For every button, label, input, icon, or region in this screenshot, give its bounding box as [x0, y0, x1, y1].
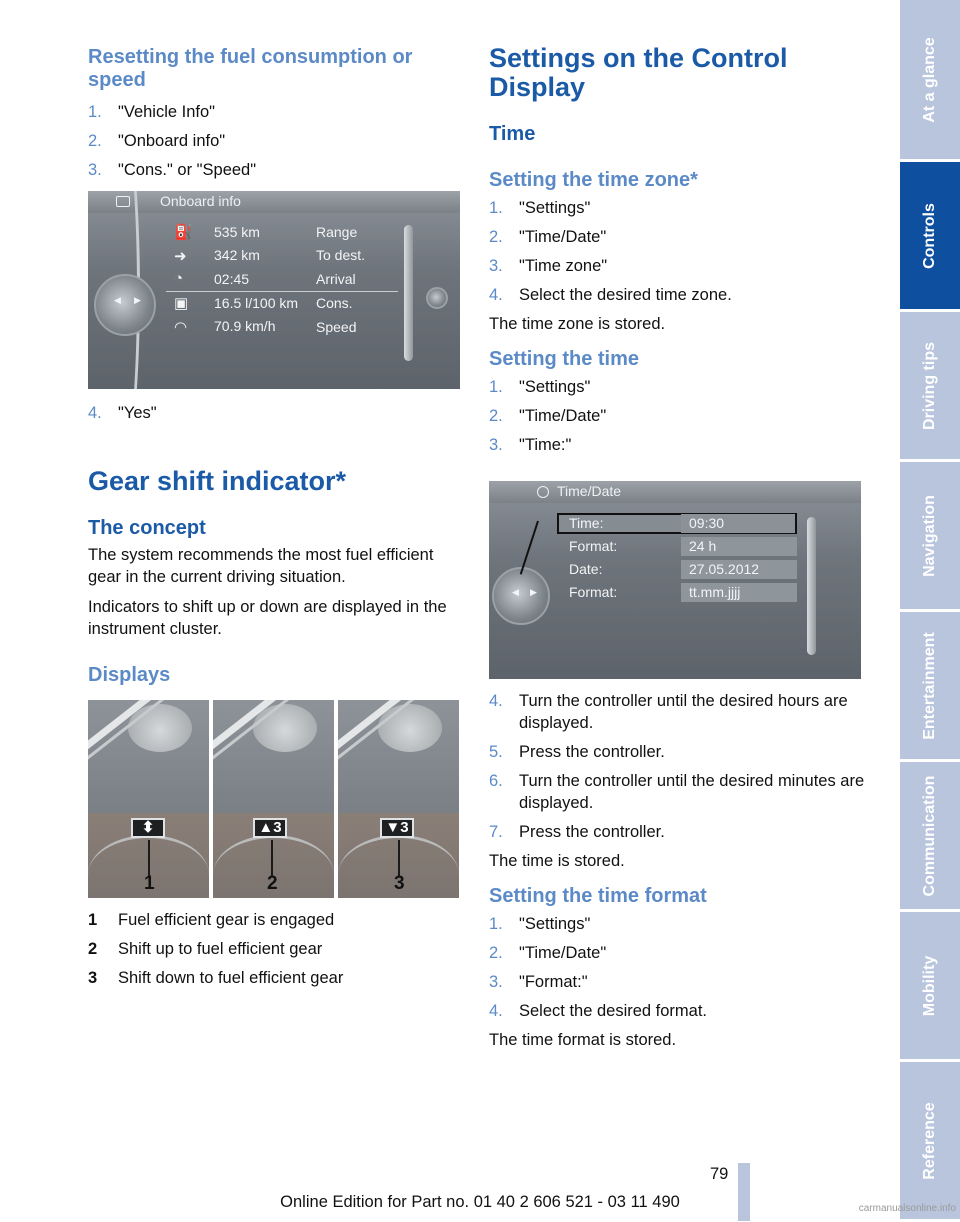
date-format-value: tt.mm.jjjj	[681, 583, 797, 602]
step-text: "Settings"	[519, 199, 591, 217]
step-number: 1.	[489, 199, 503, 217]
onboard-info-screen	[88, 191, 460, 389]
time-zone-steps	[489, 197, 865, 306]
step-text: Press the controller.	[519, 743, 665, 761]
list-item	[88, 909, 460, 931]
consumption-value: 16.5 l/100 km	[214, 295, 299, 311]
list-item	[489, 226, 865, 248]
legend-text: Fuel efficient gear is engaged	[118, 911, 335, 929]
gauge-hub	[378, 704, 442, 752]
time-stored: The time is stored.	[489, 852, 625, 870]
callout-line	[520, 521, 539, 575]
footer-edition: Online Edition for Part no. 01 40 2 606 521 - 03 11 490	[280, 1193, 680, 1211]
speed-value: 70.9 km/h	[214, 318, 276, 334]
step-text: "Time/Date"	[519, 228, 607, 246]
list-item	[489, 197, 865, 219]
step-number: 7.	[489, 823, 503, 841]
step-number: 2.	[489, 407, 503, 425]
list-item	[489, 741, 865, 763]
step-number: 4.	[489, 286, 503, 304]
legend-text: Shift down to fuel efficient gear	[118, 969, 344, 987]
step-number: 5.	[489, 743, 503, 761]
tab-label: At a glance	[921, 36, 938, 123]
time-zone-stored: The time zone is stored.	[489, 315, 666, 333]
step-number: 2.	[489, 944, 503, 962]
step-text: Press the controller.	[519, 823, 665, 841]
time-format-heading: Setting the time format	[489, 885, 707, 907]
tab-label: Mobility	[921, 955, 938, 1016]
step-text: "Settings"	[519, 378, 591, 396]
tab-entertainment[interactable]	[900, 612, 960, 762]
distance-label: To dest.	[316, 247, 366, 263]
shift-down-indicator-icon: ▼3	[380, 818, 414, 838]
date-format-label: Format:	[569, 584, 618, 600]
tab-label: Driving tips	[921, 341, 938, 430]
step-number: 3.	[88, 161, 102, 179]
screen-header: Time/Date	[557, 483, 622, 499]
page-marker-bar	[738, 1163, 750, 1221]
legend-number: 2	[88, 940, 98, 958]
legend-number: 1	[88, 911, 98, 929]
reset-heading: Resetting the fuel consumption or speed	[88, 46, 413, 91]
selection-divider	[166, 291, 398, 292]
time-value: 09:30	[681, 514, 795, 533]
list-item	[489, 255, 865, 277]
arrival-label: Arrival	[316, 271, 356, 287]
callout-line	[398, 840, 400, 876]
step-number: 2.	[489, 228, 503, 246]
list-item	[489, 913, 865, 935]
step-text: "Vehicle Info"	[118, 103, 216, 121]
step-text: "Cons." or "Speed"	[118, 161, 257, 179]
gear-image-label: 3	[394, 873, 405, 894]
step-text: "Yes"	[118, 404, 157, 422]
distance-value: 342 km	[214, 247, 260, 263]
time-format-steps	[489, 913, 865, 1022]
step-number: 1.	[88, 103, 102, 121]
range-value: 535 km	[214, 224, 260, 240]
page-number: 79	[710, 1165, 729, 1183]
tab-label: Controls	[921, 202, 938, 269]
list-item	[489, 434, 865, 456]
destination-arrow-icon: ➜	[174, 248, 187, 265]
time-format-value: 24 h	[681, 537, 797, 556]
gear-legend	[88, 909, 460, 996]
clock-arrival-icon: ◔	[174, 270, 184, 287]
gear-efficient-indicator-icon: ⬍	[131, 818, 165, 838]
step-number: 2.	[88, 132, 102, 150]
list-item	[88, 159, 460, 181]
list-item	[489, 284, 865, 306]
screen-header: Onboard info	[160, 193, 241, 209]
watermark: carmanualsonline.info	[858, 1203, 956, 1214]
step-text: "Settings"	[519, 915, 591, 933]
list-item	[489, 821, 865, 843]
gear-image-label: 1	[144, 873, 155, 894]
callout-line	[271, 840, 273, 876]
list-item	[88, 402, 460, 424]
list-item	[88, 938, 460, 960]
knob-left-arrow-icon: ◀	[114, 295, 121, 305]
legend-text: Shift up to fuel efficient gear	[118, 940, 323, 958]
step-text: Select the desired format.	[519, 1002, 708, 1020]
option-button-icon	[426, 287, 448, 309]
time-label: Time:	[569, 515, 604, 531]
step-number: 6.	[489, 772, 503, 790]
list-item	[489, 405, 865, 427]
gear-image-1	[88, 700, 209, 898]
gear-image-label: 2	[267, 873, 278, 894]
knob-left-arrow-icon: ◀	[512, 587, 519, 597]
list-item	[88, 101, 460, 123]
controller-knob	[94, 274, 156, 336]
time-zone-heading: Setting the time zone*	[489, 169, 698, 191]
step-number: 3.	[489, 257, 503, 275]
tab-reference[interactable]	[900, 1062, 960, 1222]
time-format-label: Format:	[569, 538, 618, 554]
right-column	[489, 44, 865, 463]
tab-communication[interactable]	[900, 762, 960, 912]
settings-heading: Settings on the Control Display	[489, 43, 788, 102]
legend-number: 3	[88, 969, 98, 987]
step-number: 3.	[489, 436, 503, 454]
step-text: Turn the controller until the desired minutes are displayed.	[519, 772, 865, 812]
date-label: Date:	[569, 561, 603, 577]
concept-paragraph-2: Indicators to shift up or down are displayed in the instrument cluster.	[88, 598, 447, 638]
time-date-screen	[489, 481, 861, 679]
reset-steps	[88, 101, 460, 181]
step-text: "Format:"	[519, 973, 588, 991]
time-format-stored: The time format is stored.	[489, 1031, 677, 1049]
step-number: 4.	[489, 1002, 503, 1020]
tab-driving-tips[interactable]	[900, 312, 960, 462]
screen-header-bar	[489, 481, 861, 503]
speedometer-icon: ◠	[174, 319, 188, 336]
list-item	[88, 130, 460, 152]
fuel-pump-icon: ⛽	[174, 224, 193, 241]
gauge-hub	[253, 704, 317, 752]
tab-label: Communication	[921, 775, 938, 896]
setting-time-steps	[489, 376, 865, 456]
tab-label: Entertainment	[921, 631, 938, 740]
step-number: 4.	[489, 692, 503, 710]
list-item	[489, 1000, 865, 1022]
shift-up-indicator-icon: ▲3	[253, 818, 287, 838]
step-text: "Time/Date"	[519, 944, 607, 962]
gear-icon	[537, 486, 549, 498]
reset-step-4	[88, 402, 460, 431]
range-label: Range	[316, 224, 358, 240]
gauge-hub	[128, 704, 192, 752]
screen-header-bar	[88, 191, 460, 213]
tab-at-a-glance[interactable]	[900, 0, 960, 162]
arrival-value: 02:45	[214, 271, 250, 287]
tab-navigation[interactable]	[900, 462, 960, 612]
list-item	[489, 942, 865, 964]
scrollbar	[807, 517, 816, 655]
tab-label: Navigation	[921, 494, 938, 577]
step-text: "Time/Date"	[519, 407, 607, 425]
callout-line	[148, 840, 150, 876]
step-number: 1.	[489, 378, 503, 396]
list-item	[489, 770, 865, 814]
tab-mobility[interactable]	[900, 912, 960, 1062]
step-text: "Time zone"	[519, 257, 608, 275]
right-column-lower	[489, 690, 865, 1051]
scrollbar	[404, 225, 413, 361]
gear-image-3	[338, 700, 459, 898]
list-item	[489, 376, 865, 398]
setting-time-heading: Setting the time	[489, 348, 640, 370]
tab-controls[interactable]	[900, 162, 960, 312]
displays-heading: Displays	[88, 664, 171, 686]
fuel-gauge-icon: ▣	[174, 295, 189, 312]
gear-image-2	[213, 700, 334, 898]
consumption-label: Cons.	[316, 295, 353, 311]
step-text: "Onboard info"	[118, 132, 226, 150]
setting-time-steps-continued	[489, 690, 865, 843]
time-heading: Time	[489, 123, 536, 145]
concept-paragraph-1: The system recommends the most fuel efficient gear in the current driving situation.	[88, 546, 434, 586]
gear-indicator-images	[88, 700, 460, 898]
step-text: Select the desired time zone.	[519, 286, 732, 304]
step-text: Turn the controller until the desired hours are displayed.	[519, 692, 848, 732]
step-number: 1.	[489, 915, 503, 933]
list-item	[489, 690, 865, 734]
gear-shift-heading: Gear shift indicator*	[88, 466, 347, 496]
step-text: "Time:"	[519, 436, 572, 454]
list-item	[88, 967, 460, 989]
chapter-sidebar	[900, 0, 960, 1222]
list-item	[489, 971, 865, 993]
knob-right-arrow-icon: ▶	[134, 295, 141, 305]
left-column	[88, 44, 460, 686]
step-number: 4.	[88, 404, 102, 422]
controller-knob	[492, 567, 550, 625]
step-number: 3.	[489, 973, 503, 991]
date-value: 27.05.2012	[681, 560, 797, 579]
concept-heading: The concept	[88, 517, 206, 539]
speed-label: Speed	[316, 319, 357, 335]
knob-right-arrow-icon: ▶	[530, 587, 537, 597]
tab-label: Reference	[921, 1101, 938, 1180]
